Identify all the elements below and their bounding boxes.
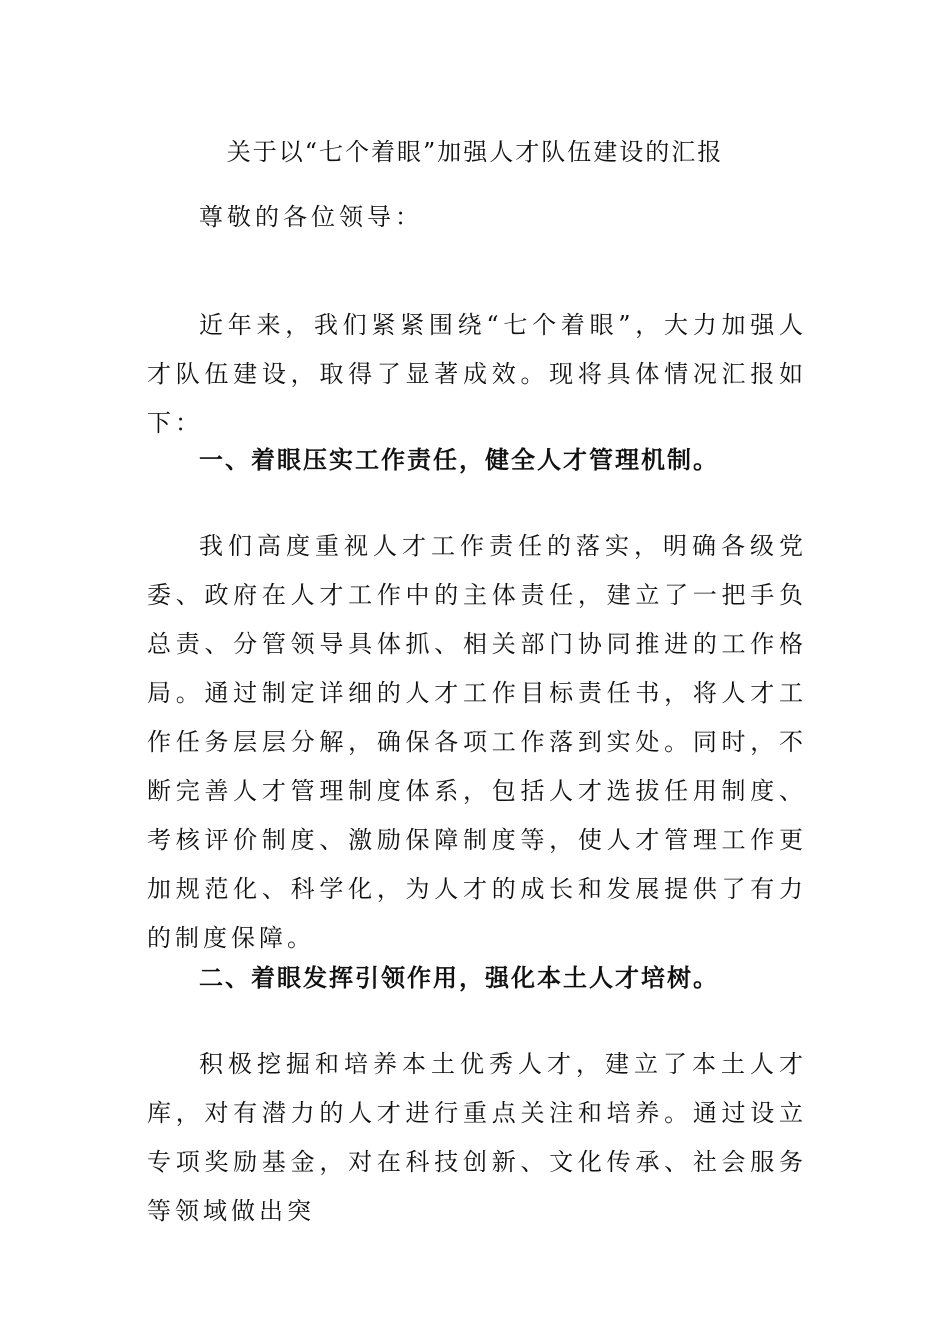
section-body-1: 我们高度重视人才工作责任的落实，明确各级党委、政府在人才工作中的主体责任，建立了一把手负总责、分管领导具体抓、相关部门协同推进的工作格局。通过制定详细的人才工作目标责任书，将人才工作任务层层分解，确保各项工作落到实处。同时，不断完善人才管理制度体系，包括人才选拔任用制度、考核评价制度、激励保障制度等，使人才管理工作更加规范化、科学化，为人才的成长和发展提供了有力的制度保障。 — [147, 532, 807, 952]
intro-paragraph: 近年来，我们紧紧围绕“七个着眼”，大力加强人才队伍建设，取得了显著成效。现将具体情况汇报如下： — [147, 311, 807, 437]
section-body-2: 积极挖掘和培养本土优秀人才，建立了本土人才库，对有潜力的人才进行重点关注和培养。通过设立专项奖励基金，对在科技创新、文化传承、社会服务等领域做出突 — [147, 1050, 807, 1225]
document-title: 关于以“七个着眼”加强人才队伍建设的汇报 — [226, 138, 724, 166]
salutation: 尊敬的各位领导： — [199, 203, 423, 231]
section-heading-2: 二、着眼发挥引领作用，强化本土人才培树。 — [199, 963, 719, 992]
section-heading-1: 一、着眼压实工作责任，健全人才管理机制。 — [199, 445, 719, 474]
